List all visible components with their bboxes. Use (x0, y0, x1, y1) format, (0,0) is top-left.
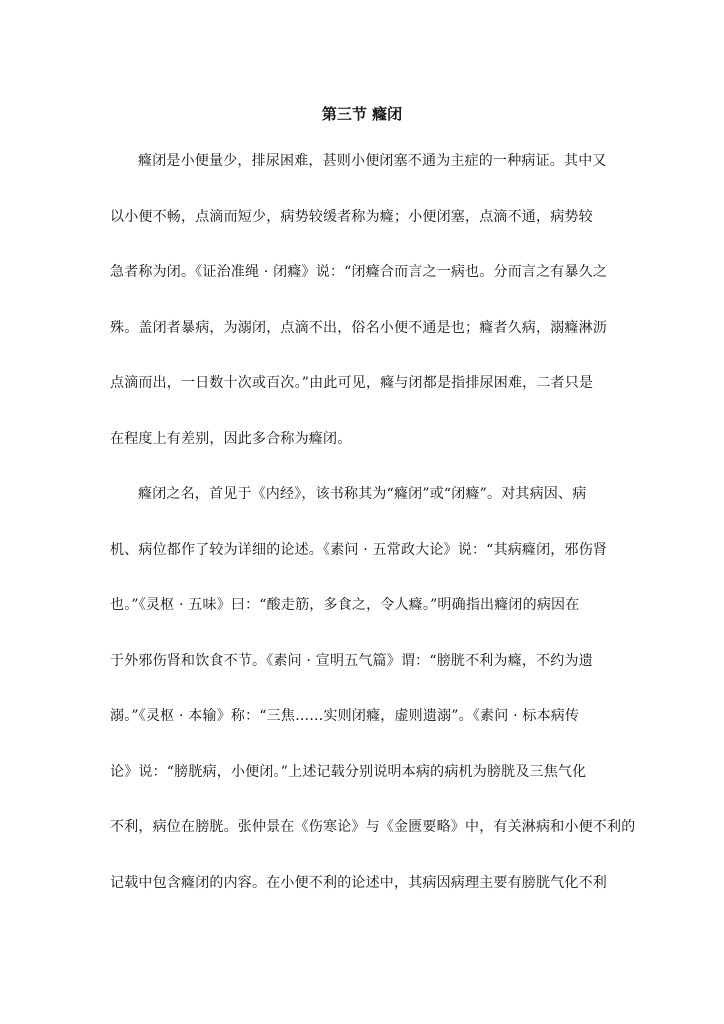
paragraph-2-line-2: 机、病位都作了较为详细的论述。《素问 · 五常政大论》说：“其病癃闭，邪伤肾 (110, 542, 608, 558)
paragraph-2-line-7: 不利，病位在膀胱。张仲景在《伤寒论》与《金匮要略》中，有关淋病和小便不利的 (110, 819, 636, 835)
paragraph-1-line-4: 殊。盖闭者暴病，为溺闭，点滴不出，俗名小便不通是也；癃者久病，溺癃淋沥 (110, 320, 607, 336)
paragraph-1-line-3: 急者称为闭。《证治准绳 · 闭癃》说：“闭癃合而言之一病也。分而言之有暴久之 (110, 264, 608, 280)
paragraph-2-line-4: 于外邪伤肾和饮食不节。《素问 · 宣明五气篇》谓：“膀胱不利为癃，不约为遗 (110, 653, 593, 669)
paragraph-1-line-2: 以小便不畅，点滴而短少，病势较缓者称为癃；小便闭塞，点滴不通，病势较 (110, 209, 593, 225)
paragraph-2-line-5: 溺。”《灵枢 · 本输》称：“三焦……实则闭癃，虚则遗溺”。《素问 · 标本病传 (110, 708, 580, 724)
paragraph-1-line-1: 癃闭是小便量少，排尿困难，甚则小便闭塞不通为主症的一种病证。其中又 (138, 153, 607, 169)
paragraph-2-line-1: 癃闭之名，首见于《内经》，该书称其为“癃闭”或“闭癃”。对其病因、病 (138, 486, 587, 502)
paragraph-2-line-3: 也。”《灵枢 · 五味》曰：“酸走筋，多食之，令人癃。”明确指出癃闭的病因在 (110, 597, 580, 613)
paragraph-2-line-6: 论》说：“膀胱病，小便闭。”上述记载分别说明本病的病机为膀胱及三焦气化 (110, 764, 587, 780)
paragraph-2-line-8: 记载中包含癃闭的内容。在小便不利的论述中，其病因病理主要有膀胱气化不利 (110, 875, 607, 891)
paragraph-1-line-5: 点滴而出，一日数十次或百次。”由此可见，癃与闭都是指排尿困难，二者只是 (110, 375, 594, 391)
paragraph-1-line-6: 在程度上有差别，因此多合称为癃闭。 (110, 431, 352, 447)
section-title: 第三节 癃闭 (321, 105, 403, 123)
